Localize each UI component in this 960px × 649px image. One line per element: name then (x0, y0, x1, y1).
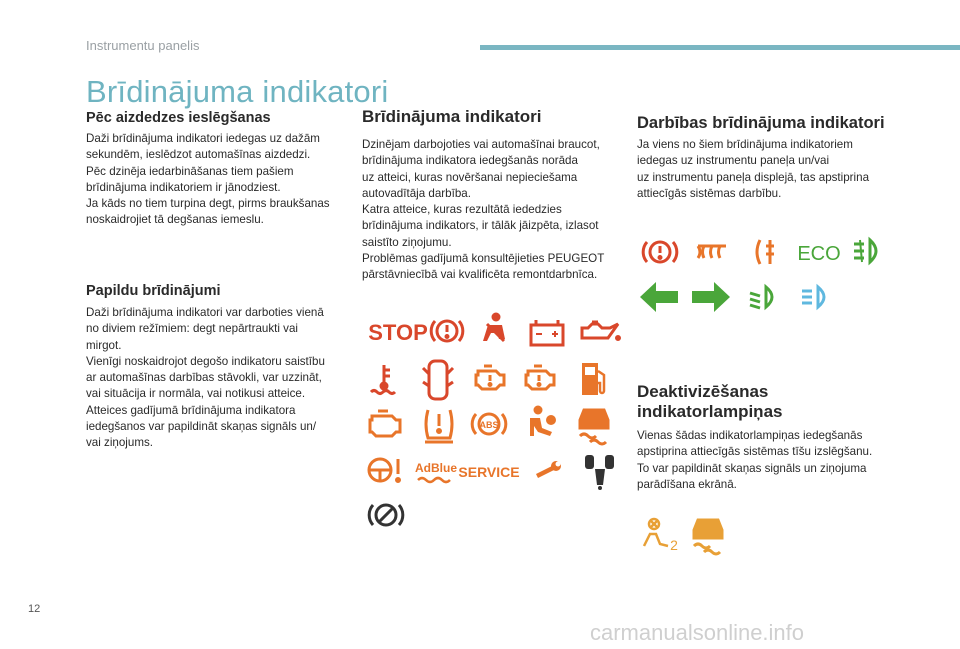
text-line: vai ziņojums. (86, 436, 154, 450)
text-line: Daži brīdinājuma indikatori iedegas uz dažām (86, 132, 320, 145)
text-line: iedegas uz instrumentu paneļa un/vai (637, 154, 830, 168)
text-line: Problēmas gadījumā konsultējieties PEUGEOT (362, 252, 605, 266)
page-title: Brīdinājuma indikatori (86, 74, 389, 109)
turn-right-icon (690, 280, 732, 314)
text-line: vai situācija ir normāla, vai notikusi atteice. (86, 387, 306, 401)
eco-icon-text: ECO (797, 243, 841, 265)
brake-foot-icon (642, 236, 678, 268)
service-icon (458, 460, 520, 482)
seatbelt-icon (478, 311, 512, 349)
heading-operation-lamps: Darbības brīdinājuma indikatori (637, 114, 885, 132)
text-line: parādīšana ekrānā. (637, 477, 737, 491)
text-line: iedegšanos var papildināt skaņas signāls un/ (86, 420, 317, 434)
text-line: Vienas šādas indikatorlampiņas iedegšanās (637, 429, 863, 442)
heading-additional-warnings: Papildu brīdinājumi (86, 283, 221, 299)
abs-icon-text: ABS (479, 420, 499, 430)
text-line: Daži brīdinājuma indikatori var darboties vienā (86, 306, 324, 319)
door-open-icon (423, 358, 453, 402)
heading-line: indikatorlampiņas (637, 402, 783, 421)
text-line: autovadītāja darbība. (362, 186, 471, 200)
service-engine-icon (522, 363, 558, 393)
seatbelt-rear-icon (583, 449, 617, 491)
adblue-icon (414, 458, 458, 486)
stop-icon-text: STOP (368, 320, 428, 345)
oil-pressure-icon (578, 318, 622, 346)
power-steering-icon (366, 454, 402, 486)
text-line: brīdinājuma indikators, ir tālāk jāizpēta, izlasot (362, 219, 599, 233)
stop-icon (368, 316, 428, 346)
text-line: Atteices gadījumā brīdinājuma indikatora (86, 403, 296, 417)
tyre-pressure-icon (421, 404, 457, 444)
heading-warning-lamps: Brīdinājuma indikatori (362, 107, 542, 126)
airbag-off-icon (640, 516, 680, 554)
coolant-temperature-icon (368, 362, 400, 396)
fuel-low-icon (578, 359, 608, 399)
watermark: carmanualsonline.info (590, 620, 805, 645)
paragraph-after-ignition (86, 131, 346, 229)
abs-icon (471, 406, 507, 442)
header-rule (480, 45, 960, 50)
airbag-off-icon-text: 2 (670, 537, 678, 553)
text-line: uz atteici, kuras novēršanai nepieciešama (362, 170, 578, 184)
text-line: Dzinējam darbojoties vai automašīnai braucot, (362, 138, 600, 151)
turn-left-icon (638, 280, 680, 314)
heading-line: Deaktivizēšanas (637, 382, 769, 401)
heading-deactivation-lamps (637, 382, 782, 422)
eco-icon (796, 240, 842, 264)
text-line: pārstāvniecībā vai kvalificēta remontdarbnīca. (362, 268, 598, 282)
heading-after-ignition: Pēc aizdedzes ieslēgšanas (86, 110, 271, 126)
paragraph-deactivation-lamps (637, 428, 887, 493)
front-fog-icon (852, 236, 886, 266)
diesel-engine-icon (366, 408, 406, 440)
page-number: 12 (28, 603, 41, 615)
text-line: brīdinājuma indikatoriem ir jānodziest. (86, 180, 281, 194)
text-line: apstiprina attiecīgās sistēmas tīšu izslēgšanu. (637, 445, 873, 459)
spanner-icon (534, 458, 564, 482)
text-line: To var papildināt skaņas signāls un ziņojuma (637, 461, 867, 475)
airbag-icon (524, 404, 560, 442)
section-header: Instrumentu panelis (86, 38, 200, 53)
text-line: ar automašīnas darbības stāvokli, var uzzināt, (86, 371, 322, 385)
engine-fault-icon (472, 363, 508, 393)
fuel-coolant-icon (752, 236, 782, 268)
glow-plug-icon (694, 240, 730, 264)
text-line: Ja kāds no tiem turpina degt, pirms braukšanas (86, 197, 330, 211)
main-beam-icon (800, 284, 832, 310)
text-line: sekundēm, ieslēdzot automašīnas aizdedzi. (86, 148, 311, 162)
stability-control-icon (576, 404, 612, 444)
text-line: attiecīgās sistēmas darbību. (637, 186, 782, 200)
brake-warning-icon (429, 313, 465, 349)
adblue-icon-text: AdBlue (415, 461, 457, 475)
paragraph-operation-lamps (637, 137, 887, 202)
text-line: Ja viens no šiem brīdinājuma indikatoriem (637, 138, 853, 151)
text-line: saistīto ziņojumu. (362, 235, 452, 249)
text-line: Katra atteice, kuras rezultātā iededzies (362, 203, 562, 217)
text-line: noskaidrojiet tā degšanas iemeslu. (86, 213, 264, 227)
text-line: Pēc dzinēja iedarbināšanas tiem pašiem (86, 164, 294, 178)
text-line: no diviem režīmiem: degt nepārtraukti vai (86, 322, 298, 336)
electric-parking-brake-icon (368, 498, 404, 532)
paragraph-additional-warnings (86, 305, 346, 452)
service-icon-text: SERVICE (458, 464, 520, 480)
text-line: uz instrumentu paneļa displejā, tas apstiprina (637, 170, 870, 184)
text-line: Vienīgi noskaidrojot degošo indikatoru saistību (86, 354, 325, 368)
text-line: mirgot. (86, 338, 122, 352)
dipped-beam-icon (748, 284, 780, 310)
battery-icon (528, 317, 566, 347)
paragraph-warning-lamps (362, 137, 624, 284)
text-line: brīdinājuma indikatora iedegšanās norāda (362, 154, 578, 168)
stability-off-icon (690, 514, 726, 554)
